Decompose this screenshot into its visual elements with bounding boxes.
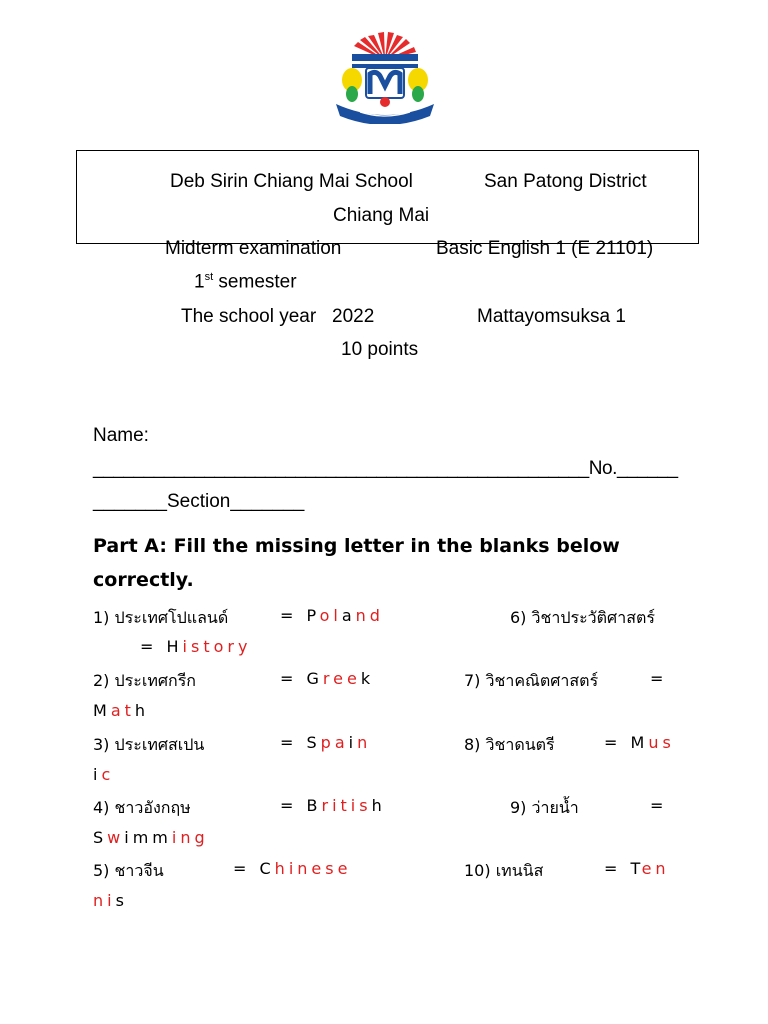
flower-left-icon — [342, 68, 362, 102]
q6-thai: 6) วิชาประวัติศาสตร์ — [510, 608, 655, 627]
q4-thai: 4) ชาวอังกฤษ — [93, 798, 191, 817]
q2-answer: = Greek — [280, 669, 375, 688]
q10-answer-line1: = Ten — [604, 859, 670, 878]
q7-equals: = — [650, 669, 664, 688]
points-label: 10 points — [341, 339, 419, 360]
semester-label: 1st semester — [194, 271, 297, 293]
part-a-title-line2: correctly. — [93, 569, 194, 591]
q4-answer: = British — [280, 796, 386, 815]
q6-answer: = History — [140, 637, 252, 656]
q8-thai: 8) วิชาดนตรี — [464, 735, 555, 754]
exam-title: Midterm examination — [165, 238, 342, 259]
part-a-title-line1: Part A: Fill the missing letter in the blanks below — [93, 535, 620, 557]
q1-thai: 1) ประเทศโปแลนด์ — [93, 608, 229, 627]
q9-answer: Swimming — [93, 828, 209, 847]
q7-answer: Math — [93, 701, 150, 720]
name-no-line[interactable]: _________________________________________________No.______ — [93, 458, 678, 479]
q3-answer: = Spain — [280, 733, 372, 752]
q9-equals: = — [650, 796, 664, 815]
q10-answer-line2: nis — [93, 891, 128, 910]
q2-thai: 2) ประเทศกรีก — [93, 671, 196, 690]
section-line[interactable]: _______Section_______ — [93, 491, 305, 512]
q1-answer: = Poland — [280, 606, 384, 625]
q8-answer-line1: = Mus — [604, 733, 675, 752]
flower-right-icon — [408, 68, 428, 102]
q5-answer: = Chinese — [233, 859, 352, 878]
q8-answer-line2: ic — [93, 765, 115, 784]
name-label: Name: — [93, 425, 149, 446]
q5-thai: 5) ชาวจีน — [93, 861, 164, 880]
q7-thai: 7) วิชาคณิตศาสตร์ — [464, 671, 599, 690]
district-name: San Patong District — [484, 171, 647, 192]
school-logo — [330, 30, 440, 124]
header-box — [76, 150, 699, 244]
q3-thai: 3) ประเทศสเปน — [93, 735, 205, 754]
school-name: Deb Sirin Chiang Mai School — [170, 171, 413, 192]
level-label: Mattayomsuksa 1 — [477, 306, 626, 327]
q10-thai: 10) เทนนิส — [464, 861, 544, 880]
course-title: Basic English 1 (E 21101) — [436, 238, 654, 259]
province-name: Chiang Mai — [333, 205, 430, 226]
school-year-label: The school year 2022 — [181, 306, 375, 327]
q9-thai: 9) ว่ายน้ำ — [510, 798, 579, 817]
